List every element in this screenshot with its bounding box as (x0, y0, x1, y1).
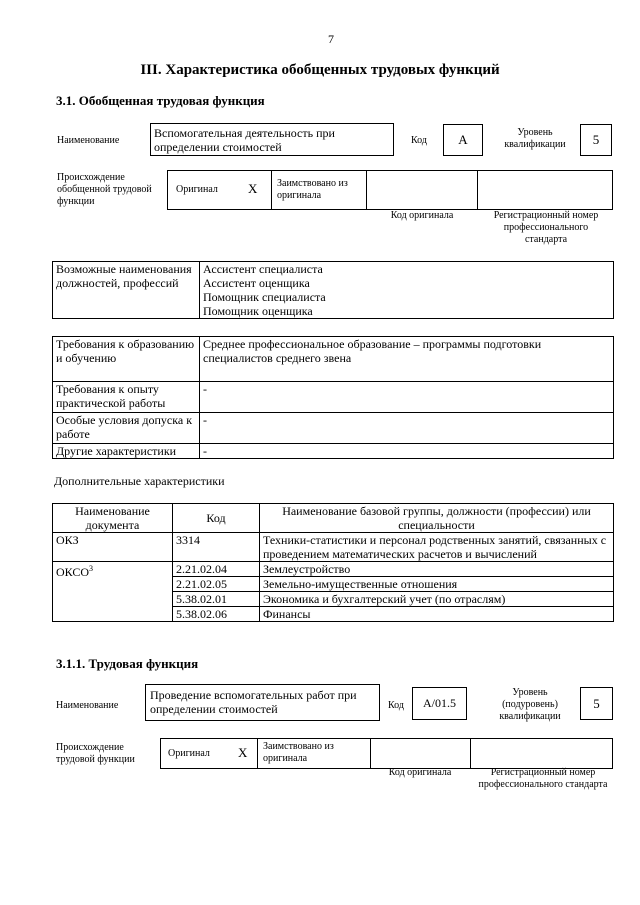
additional-heading: Дополнительные характеристики (54, 474, 225, 488)
req-other-value: - (200, 444, 614, 459)
gtf-name-value: Вспомогательная деятельность при определении стоимостей (154, 126, 335, 154)
okso-label: ОКСО (56, 565, 90, 579)
gtf-origin-code-caption: Код оригинала (390, 210, 454, 221)
okso-name: Землеустройство (260, 562, 614, 577)
positions-list (200, 262, 614, 319)
gtf-origin-table (167, 170, 613, 210)
gtf-level-box (580, 124, 612, 156)
tf-heading: 3.1.1. Трудовая функция (56, 656, 199, 671)
positions-table (52, 261, 614, 319)
okz-code: 3314 (173, 533, 260, 562)
okz-label: ОКЗ (53, 533, 173, 562)
okso-footnote: 3 (89, 564, 94, 573)
tf-level-box (580, 687, 613, 720)
tf-name-box (145, 684, 380, 721)
req-education-value: Среднее профессиональное образование – программы подготовки специалистов среднего звена (200, 337, 614, 382)
page-number: 7 (328, 32, 334, 46)
okz-name: Техники-статистики и персонал родственных занятий, связанных с проведением математических расчетов и вычислений (260, 533, 614, 562)
tf-reg-number-caption: Регистрационный номер профессионального стандарта (478, 767, 608, 790)
gtf-level-value: 5 (592, 132, 600, 147)
tf-original-label: Оригинал (168, 748, 210, 759)
okso-name: Земельно-имущественные отношения (260, 577, 614, 592)
tf-name-label: Наименование (56, 700, 119, 711)
okso-label-cell (53, 562, 173, 622)
req-conditions-label: Особые условия допуска к работе (53, 413, 200, 444)
req-education-label: Требования к образованию и обучению (53, 337, 200, 382)
okso-name: Финансы (260, 607, 614, 622)
gtf-reg-number-caption: Регистрационный номер профессионального стандарта (493, 210, 599, 245)
positions-label: Возможные наименования должностей, профессий (53, 262, 200, 319)
tf-level-value: 5 (593, 696, 600, 711)
gtf-origin-label: Происхождение обобщенной трудовой функции (57, 172, 152, 207)
tf-code-label: Код (388, 700, 404, 711)
req-other-label: Другие характеристики (53, 444, 200, 459)
tf-name-value: Проведение вспомогательных работ при определении стоимостей (150, 688, 357, 716)
tf-level-label: Уровень (подуровень) квалификации (499, 687, 561, 722)
position-item: Ассистент специалиста (203, 262, 323, 276)
gtf-code-label: Код (411, 135, 427, 146)
position-item: Помощник специалиста (203, 290, 326, 304)
additional-header-code: Код (173, 504, 260, 533)
position-item: Помощник оценщика (203, 304, 313, 318)
req-experience-value: - (200, 382, 614, 413)
additional-header-doc: Наименование документа (53, 504, 173, 533)
requirements-table (52, 336, 614, 459)
tf-origin-label: Происхождение трудовой функции (56, 742, 135, 765)
additional-header-name: Наименование базовой группы, должности (профессии) или специальности (260, 504, 614, 533)
tf-origin-table (160, 738, 613, 769)
okso-code: 5.38.02.01 (173, 592, 260, 607)
okso-code: 2.21.02.04 (173, 562, 260, 577)
req-conditions-value: - (200, 413, 614, 444)
gtf-heading: 3.1. Обобщенная трудовая функция (56, 93, 265, 108)
okso-code: 2.21.02.05 (173, 577, 260, 592)
gtf-original-label: Оригинал (176, 184, 218, 195)
okso-name: Экономика и бухгалтерский учет (по отраслям) (260, 592, 614, 607)
gtf-name-label: Наименование (57, 135, 120, 146)
section-title: III. Характеристика обобщенных трудовых функций (140, 62, 500, 78)
gtf-borrowed-label: Заимствовано из оригинала (277, 178, 348, 201)
req-experience-label: Требования к опыту практической работы (53, 382, 200, 413)
tf-borrowed-label: Заимствовано из оригинала (263, 741, 334, 764)
gtf-level-label: Уровень квалификации (504, 127, 566, 150)
tf-original-mark: X (238, 745, 248, 760)
tf-code-box (412, 687, 467, 720)
tf-origin-code-caption: Код оригинала (388, 767, 452, 778)
position-item: Ассистент оценщика (203, 276, 310, 290)
gtf-original-mark: X (248, 181, 258, 196)
additional-table (52, 503, 614, 622)
gtf-name-box (150, 123, 394, 156)
okso-code: 5.38.02.06 (173, 607, 260, 622)
tf-code-value: A/01.5 (423, 696, 456, 710)
gtf-code-value: A (458, 132, 468, 147)
gtf-code-box (443, 124, 483, 156)
